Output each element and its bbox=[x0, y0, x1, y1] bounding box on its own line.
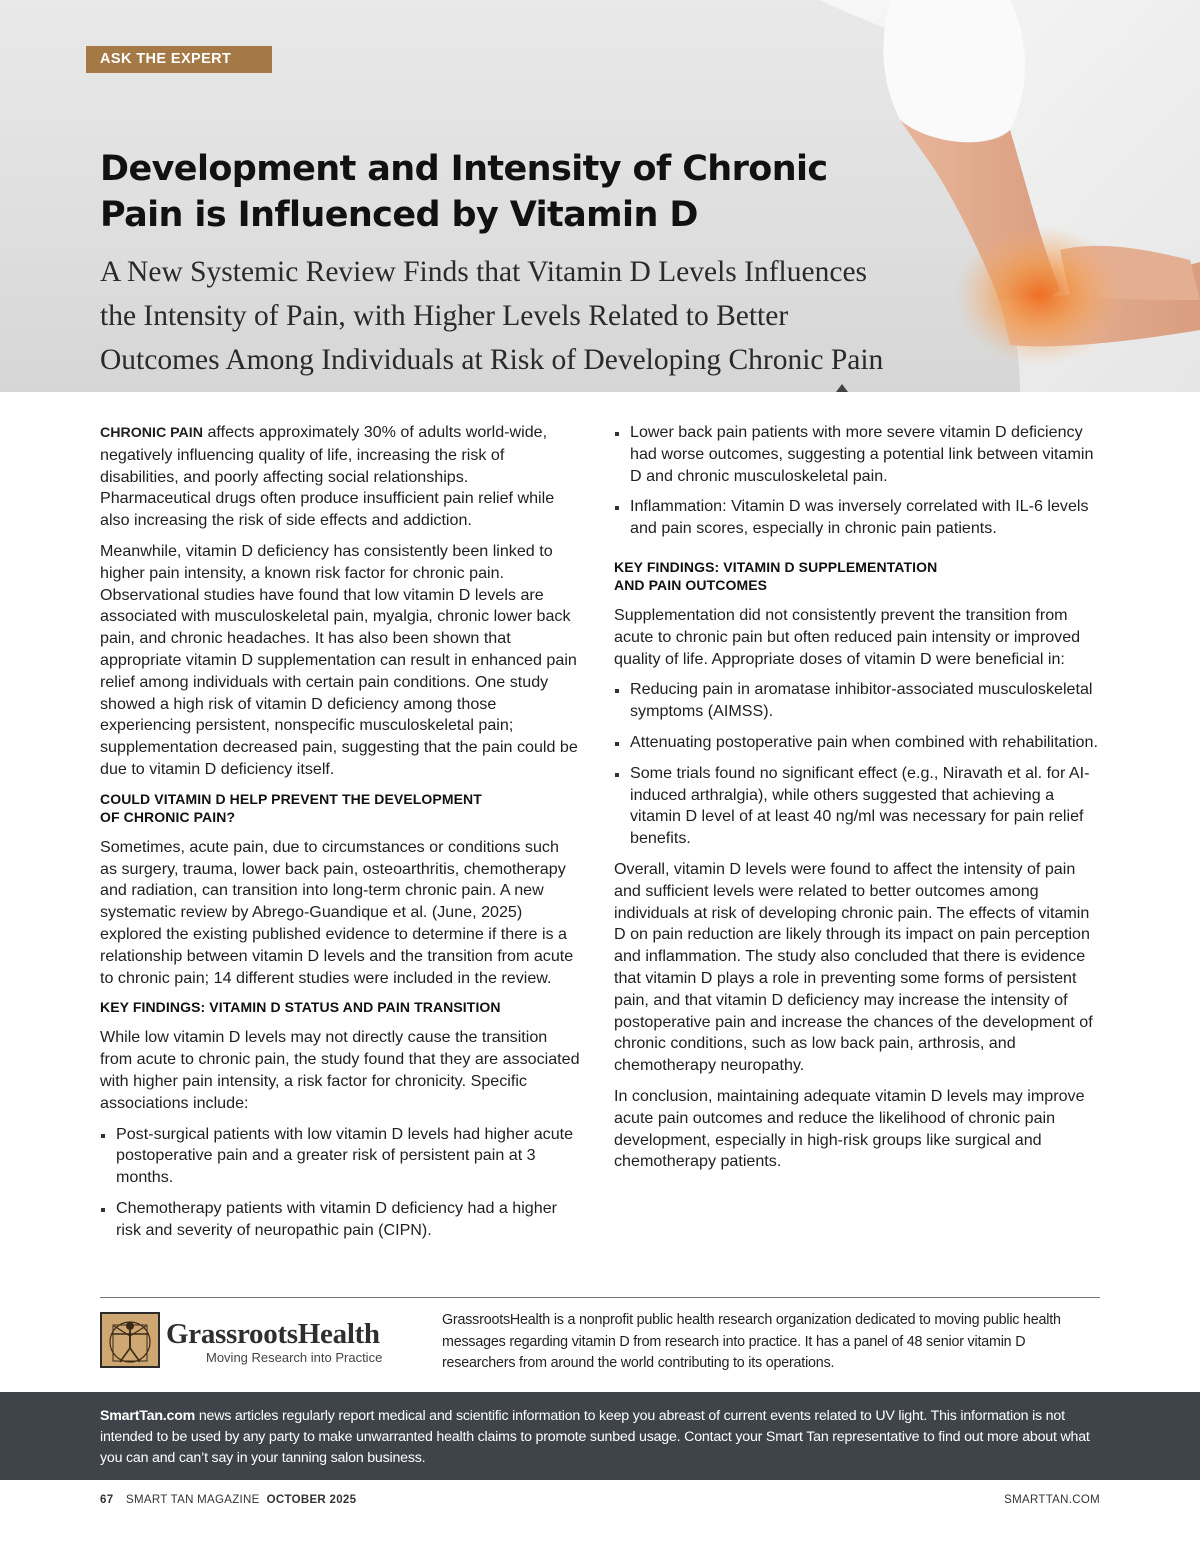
list-item: Some trials found no significant effect (e.g., Niravath et al. for AI-induced arthralgia), while others suggested that achieving a vitamin D level of at least 40 ng/ml was necessary for pain relief benefits. bbox=[614, 763, 1100, 850]
lead-in: CHRONIC PAIN bbox=[100, 425, 203, 441]
section-heading-line: OF CHRONIC PAIN? bbox=[100, 808, 236, 825]
divider bbox=[100, 1297, 1100, 1298]
disclaimer-site-link[interactable]: SmartTan.com bbox=[100, 1408, 196, 1424]
section-heading bbox=[614, 558, 1100, 594]
section-heading-line: AND PAIN OUTCOMES bbox=[614, 576, 768, 593]
article-title-line: Pain is Influenced by Vitamin D bbox=[100, 195, 698, 235]
body-paragraph: Meanwhile, vitamin D deficiency has consistently been linked to higher pain intensity, a known risk factor for chronic pain. Observational studies have found that low vitamin D levels are associated with musculoskeletal pain, myalgia, chronic lower back pain, and chronic headaches. It has also been shown that appropriate vitamin D supplementation can result in enhanced pain relief among individuals with certain pain conditions. One study showed a high risk of vitamin D deficiency among those experiencing persistent, nonspecific musculoskeletal pain; supplementation decreased pain, suggesting that the pain could be due to vitamin D deficiency itself. bbox=[100, 541, 578, 778]
footer-site-link[interactable]: SMARTTAN.COM bbox=[1004, 1494, 1100, 1506]
list-item: Lower back pain patients with more severe vitamin D deficiency had worse outcomes, suggesting a potential link between vitamin D and chronic musculoskeletal pain. bbox=[614, 422, 1100, 487]
article-subtitle-line: the Intensity of Pain, with Higher Levels Related to Better bbox=[100, 300, 789, 332]
hero-banner bbox=[0, 0, 1200, 392]
list-item: Chemotherapy patients with vitamin D deficiency had a higher risk and severity of neuropathic pain (CIPN). bbox=[100, 1198, 580, 1242]
section-heading: KEY FINDINGS: VITAMIN D STATUS AND PAIN TRANSITION bbox=[100, 999, 501, 1016]
partner-description: GrassrootsHealth is a nonprofit public health research organization dedicated to moving public health messages regarding vitamin D from research into practice. It has a panel of 48 senior vitamin D researchers from around the world contributing to its operations. bbox=[442, 1312, 1061, 1371]
disclaimer-text: news articles regularly report medical and scientific information to keep you abreast of current events related to UV light. This information is not intended to be used by any party to make unwarranted health claims to promote sunbed usage. Contact your Smart Tan representative to find out more about what you can and can’t say in your tanning salon business. bbox=[100, 1408, 1090, 1466]
intro-paragraph bbox=[100, 422, 580, 532]
disclaimer-banner bbox=[0, 1392, 1200, 1480]
article-column-right bbox=[614, 422, 1100, 1182]
list-item: Post-surgical patients with low vitamin D levels had higher acute postoperative pain and a greater risk of persistent pain at 3 months. bbox=[100, 1124, 580, 1189]
supplementation-list bbox=[614, 679, 1100, 850]
article-column-left bbox=[100, 422, 580, 1251]
logo-wordmark: GrassrootsHealth bbox=[166, 1318, 380, 1350]
section-heading bbox=[100, 790, 580, 826]
article-title-line: Development and Intensity of Chronic bbox=[100, 149, 828, 189]
body-paragraph: Overall, vitamin D levels were found to affect the intensity of pain and sufficient levels were related to better outcomes among individuals at risk of developing chronic pain. The effects of vitamin D on pain reduction are likely through its impact on pain perception and inflammation. The study also concluded that there is evidence that vitamin D plays a role in preventing some forms of persistent pain, and that vitamin D deficiency may increase the intensity of postoperative pain and increase the chances of the development of chronic conditions, such as low back pain, arthrosis, and chemotherapy neuropathy. bbox=[614, 859, 1093, 1075]
publication-info bbox=[126, 1494, 356, 1506]
findings-list bbox=[100, 1124, 580, 1242]
article-subtitle-line: Outcomes Among Individuals at Risk of Developing Chronic Pain bbox=[100, 344, 884, 376]
page-footer bbox=[100, 1494, 1100, 1512]
body-paragraph: Sometimes, acute pain, due to circumstances or conditions such as surgery, trauma, lower back pain, osteoarthritis, chemotherapy and radiation, can transition into long-term chronic pain. A new systematic review by Abrego-Guandique et al. (June, 2025) explored the existing published evidence to determine if there is a relationship between vitamin D levels and the transition from acute to chronic pain; 14 different studies were included in the review. bbox=[100, 837, 574, 987]
list-item: Attenuating postoperative pain when combined with rehabilitation. bbox=[614, 732, 1100, 754]
magazine-name: SMART TAN MAGAZINE bbox=[126, 1494, 260, 1506]
body-paragraph: Supplementation did not consistently prevent the transition from acute to chronic pain but often reduced pain intensity or improved quality of life. Appropriate doses of vitamin D were beneficial in: bbox=[614, 605, 1081, 668]
article-subtitle-line: A New Systemic Review Finds that Vitamin D Levels Influences bbox=[100, 256, 868, 288]
article-subtitle bbox=[100, 250, 1000, 382]
list-item: Reducing pain in aromatase inhibitor-associated musculoskeletal symptoms (AIMSS). bbox=[614, 679, 1100, 723]
logo-tagline: Moving Research into Practice bbox=[206, 1350, 383, 1365]
findings-list bbox=[614, 422, 1100, 540]
body-paragraph: While low vitamin D levels may not directly cause the transition from acute to chronic pain, the study found that they are associated with higher pain intensity, a risk factor for chronicity. Specific associations include: bbox=[100, 1028, 580, 1112]
section-heading-line: COULD VITAMIN D HELP PREVENT THE DEVELOPMENT bbox=[100, 790, 482, 807]
section-heading-line: KEY FINDINGS: VITAMIN D SUPPLEMENTATION bbox=[614, 558, 938, 575]
section-tag: ASK THE EXPERT bbox=[86, 46, 272, 73]
intro-text: affects approximately 30% of adults world-wide, negatively influencing quality of life, increasing the risk of disabilities, and poorly affecting social relationships. Pharmaceutical drugs often produce insufficient pain relief while also increasing the risk of side effects and addiction. bbox=[100, 423, 555, 530]
grassrootshealth-logo bbox=[100, 1312, 400, 1368]
issue-date: OCTOBER 2025 bbox=[266, 1494, 357, 1506]
article-title bbox=[100, 146, 920, 238]
page-number: 67 bbox=[100, 1494, 114, 1506]
conclusion-paragraph: In conclusion, maintaining adequate vitamin D levels may improve acute pain outcomes and reduce the likelihood of chronic pain development, especially in high-risk groups like surgical and chemotherapy patients. bbox=[614, 1086, 1085, 1171]
vitruvian-man-icon bbox=[100, 1312, 160, 1368]
list-item: Inflammation: Vitamin D was inversely correlated with IL-6 levels and pain scores, especially in chronic pain patients. bbox=[614, 496, 1100, 540]
